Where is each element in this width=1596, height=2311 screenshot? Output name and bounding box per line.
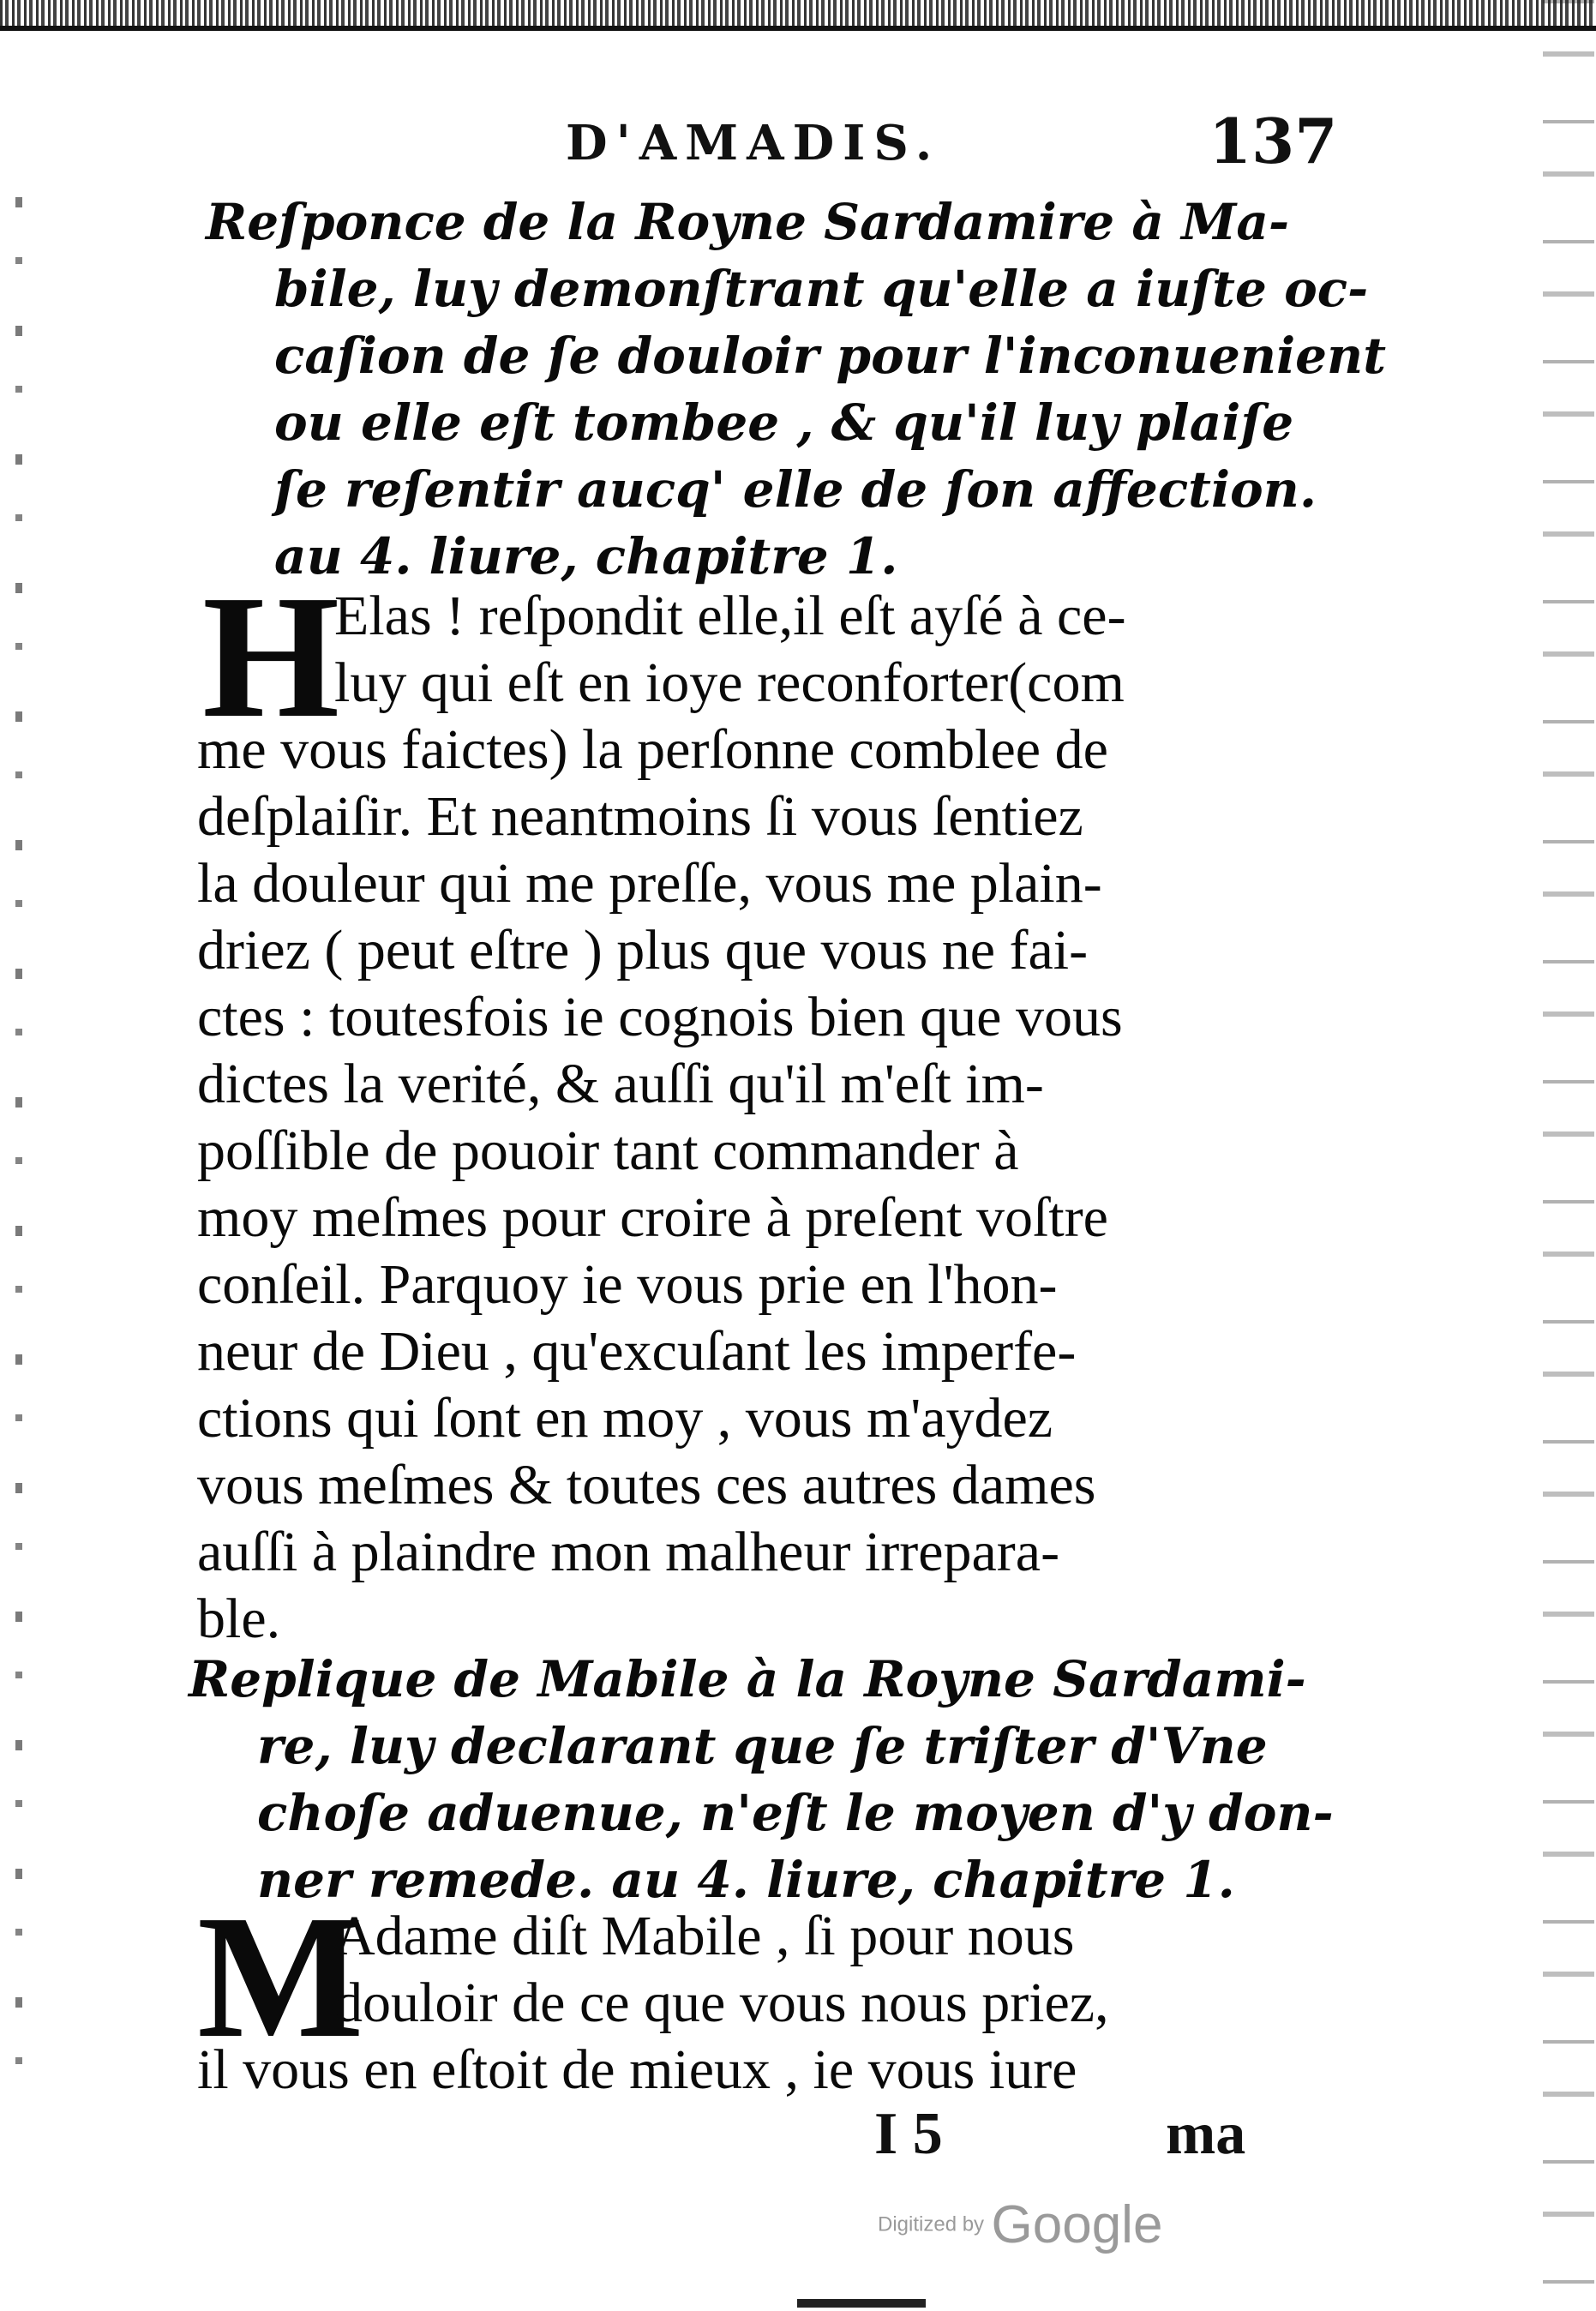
paragraph-line: Adame diſt Mabile , ſi pour nous [334,1905,1075,1967]
left-margin-specks [15,197,22,2083]
digitization-watermark [878,2194,1162,2255]
paragraph-line: la douleur qui me preſſe, vous me plain- [197,852,1102,915]
watermark-prefix: Digitized by [878,2212,985,2236]
heading-line: au 4. liure, chapitre 1. [274,527,898,585]
top-border-decoration [0,0,1596,29]
paragraph-line: moy meſmes pour croire à preſent voſtre [197,1186,1108,1249]
heading-line: ſe reſentir aucq' elle de ſon affection. [274,460,1317,519]
heading-line: ou elle eſt tombee , & qu'il luy plaiſe [274,393,1294,452]
running-head: D'AMADIS. [566,115,941,171]
paragraph-line: me vous faictes) la perſonne comblee de [197,718,1108,781]
page-number: 137 [1209,105,1338,177]
heading-line: choſe aduenue, n'eſt le moyen d'y don- [257,1784,1334,1842]
heading-line: bile, luy demonſtrant qu'elle a iuſte oc- [274,260,1369,318]
paragraph-line: Elas ! reſpondit elle,il eſt ayſé à ce- [334,585,1126,647]
signature-mark: I 5 [874,2101,943,2167]
paragraph-line: il vous en eſtoit de mieux , ie vous iure [197,2038,1077,2101]
top-border-rule [0,26,1596,31]
paragraph-line: driez ( peut eſtre ) plus que vous ne fai- [197,919,1089,981]
bottom-edge-mark [797,2299,926,2308]
paragraph-line: douloir de ce que vous nous priez, [334,1972,1109,2034]
paragraph-line: neur de Dieu , qu'excuſant les imperfe- [197,1320,1077,1383]
heading-line: Reſponce de la Royne Sardamire à Ma- [206,193,1290,251]
paragraph-line: deſplaiſir. Et neantmoins ſi vous ſentiez [197,785,1083,848]
paragraph-line: vous meſmes & toutes ces autres dames [197,1454,1096,1516]
section-1-heading [206,189,1386,590]
heading-line: ner remede. au 4. liure, chapitre 1. [257,1851,1235,1909]
paragraph-line: dictes la verité, & auſſi qu'il m'eſt im- [197,1053,1044,1115]
page-header [0,103,1596,189]
drop-cap: M [197,1878,364,2074]
heading-line: caſion de ſe douloir pour l'inconuenient [274,327,1386,385]
paragraph-line: luy qui eſt en ioye reconforter(com [334,651,1125,714]
paragraph-line: ctes : toutesfois ie cognois bien que vous [197,986,1123,1048]
paragraph-line: ble. [197,1588,281,1650]
section-2-heading [189,1646,1334,1913]
catchword: ma [1166,2101,1246,2167]
paragraph-line: auſſi à plaindre mon malheur irrepara- [197,1521,1060,1583]
section-1-paragraph [197,583,1251,1653]
paragraph-line: poſſible de pouoir tant commander à [197,1119,1019,1182]
heading-line: Replique de Mabile à la Royne Sardami- [189,1650,1306,1708]
paragraph-line: conſeil. Parquoy ie vous prie en l'hon- [197,1253,1058,1316]
section-2-paragraph [197,1903,1251,2104]
watermark-brand: Google [991,2195,1163,2254]
paragraph-line: ctions qui ſont en moy , vous m'aydez [197,1387,1053,1450]
right-margin-specks [1543,0,1594,2311]
heading-line: re, luy declarant que ſe triſter d'Vne [257,1717,1268,1775]
drop-cap: H [202,558,340,754]
